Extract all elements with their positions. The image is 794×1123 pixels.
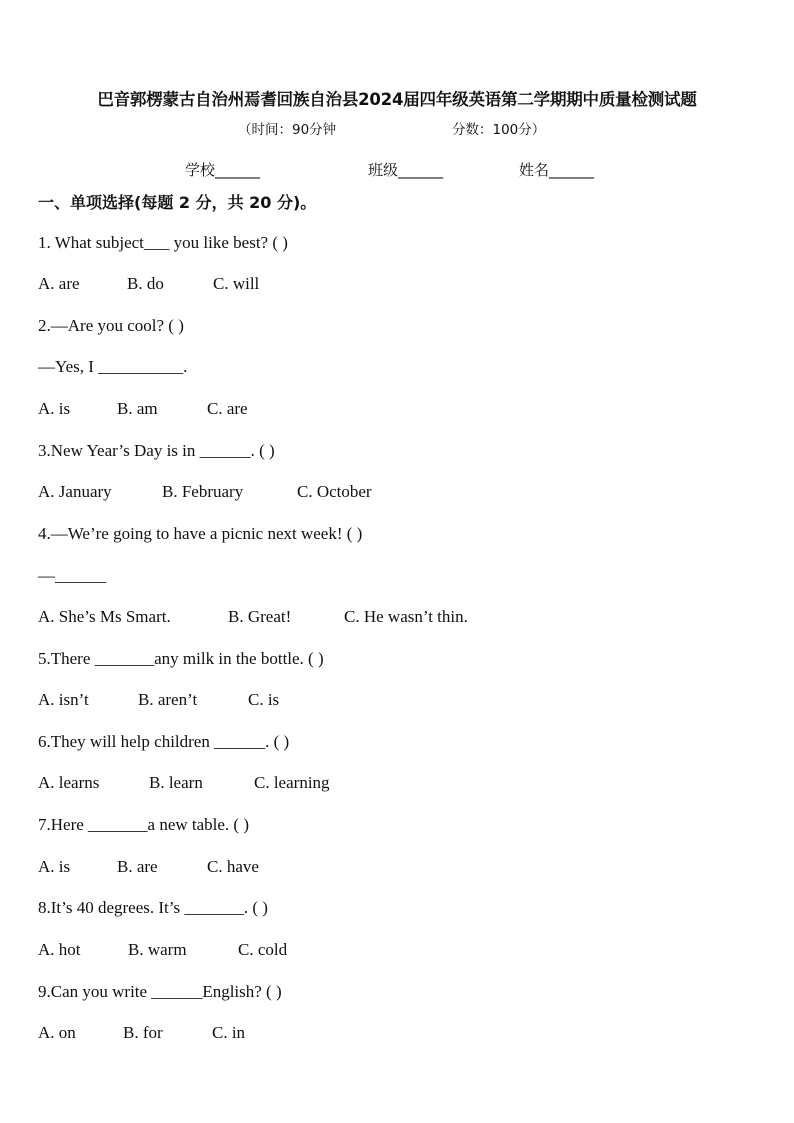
question-8-option-c: C. cold	[238, 940, 288, 959]
question-3-option-c: C. October	[297, 482, 372, 501]
question-3-option-a: A. January	[38, 482, 112, 501]
question-2-option-a: A. is	[38, 399, 71, 418]
question-9-option-b: B. for	[123, 1023, 163, 1042]
question-4-answer-line: —______	[38, 566, 106, 585]
question-5-option-b: B. aren’t	[138, 690, 198, 709]
question-7-option-b: B. are	[117, 857, 158, 876]
question-2-stem: 2.—Are you cool? ( )	[38, 316, 184, 335]
question-5-option-a: A. isn’t	[38, 690, 89, 709]
question-6-stem: 6.They will help children ______. ( )	[38, 732, 290, 751]
question-7-stem: 7.Here _______a new table. ( )	[38, 815, 250, 834]
question-3-option-b: B. February	[162, 482, 244, 501]
question-1-option-b: B. do	[127, 274, 164, 293]
question-7-option-c: C. have	[207, 857, 259, 876]
question-5-stem: 5.There _______any milk in the bottle. ( )	[38, 649, 324, 668]
question-4-option-a: A. She’s Ms Smart.	[38, 607, 171, 626]
question-2-option-b: B. am	[117, 399, 158, 418]
question-1-option-a: A. are	[38, 274, 80, 293]
question-7-option-a: A. is	[38, 857, 71, 876]
question-6-option-b: B. learn	[149, 773, 203, 792]
question-6-option-c: C. learning	[254, 773, 330, 792]
question-6-option-a: A. learns	[38, 773, 100, 792]
question-9-stem: 9.Can you write ______English? ( )	[38, 982, 282, 1001]
question-2-answer-line: —Yes, I __________.	[38, 357, 188, 376]
class-field: 班级______	[368, 161, 444, 179]
question-8-option-b: B. warm	[128, 940, 187, 959]
question-4-stem: 4.—We’re going to have a picnic next week! ( )	[38, 524, 363, 543]
section-heading: 一、单项选择(每题 2 分，共 20 分)。	[38, 193, 317, 212]
question-5-option-c: C. is	[248, 690, 280, 709]
school-field: 学校______	[185, 161, 261, 179]
question-4-option-c: C. He wasn’t thin.	[344, 607, 468, 626]
name-field: 姓名______	[519, 161, 595, 179]
exam-title: 巴音郭楞蒙古自治州焉耆回族自治县2024届四年级英语第二学期期中质量检测试题	[97, 90, 697, 109]
question-9-option-c: C. in	[212, 1023, 246, 1042]
question-8-option-a: A. hot	[38, 940, 81, 959]
question-3-stem: 3.New Year’s Day is in ______. ( )	[38, 441, 275, 460]
question-8-stem: 8.It’s 40 degrees. It’s _______. ( )	[38, 898, 268, 917]
exam-time: （时间：90分钟	[238, 122, 337, 138]
question-1-stem: 1. What subject___ you like best? ( )	[38, 233, 288, 252]
question-2-option-c: C. are	[207, 399, 248, 418]
question-9-option-a: A. on	[38, 1023, 76, 1042]
question-1-option-c: C. will	[213, 274, 260, 293]
question-4-option-b: B. Great!	[228, 607, 292, 626]
exam-score: 分数：100分）	[452, 122, 546, 138]
